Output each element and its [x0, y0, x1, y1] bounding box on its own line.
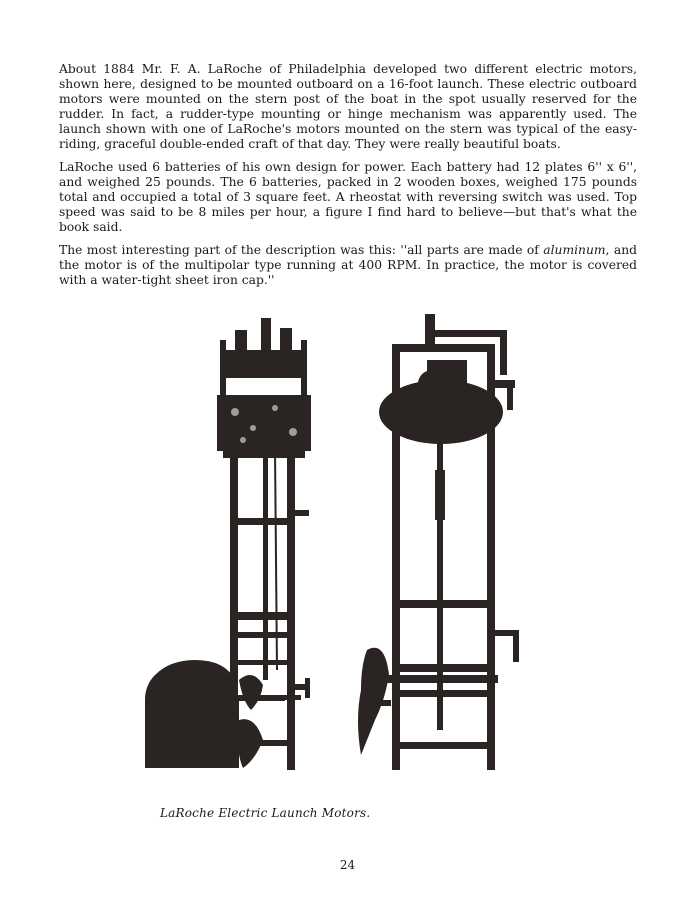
paragraph-3-start: The most interesting part of the description was this: ''all parts are made of: [59, 243, 544, 257]
emphasis-aluminum: aluminum: [543, 243, 606, 257]
body-text: [59, 62, 637, 296]
motor-illustration: [135, 300, 535, 770]
left-motor-drawing: [145, 318, 311, 770]
paragraph-3-end: , and the motor is of the multipolar type running at 400 RPM. In practice, the motor is covered with a water-tight sheet iron cap.'': [59, 243, 637, 287]
page-number: 24: [339, 858, 356, 872]
paragraph-3: [59, 243, 637, 288]
motor-illustration-svg: [135, 300, 535, 770]
paragraph-1: About 1884 Mr. F. A. LaRoche of Philadelphia developed two different electric motors, shown here, designed to be mounted outboard on a 16-foot launch. These electric outboard motors were mounted on the stern post of the boat in the spot usually reserved for the rudder. In fact, a rudder-type mounting or hinge mechanism was apparently used. The launch shown with one of LaRoche's motors mounted on the stern was typical of the easy-riding, graceful double-ended craft of that day. They were really beautiful boats.: [59, 62, 637, 151]
paragraph-2: LaRoche used 6 batteries of his own design for power. Each battery had 12 plates 6'' x 6'', and weighed 25 pounds. The 6 batteries, packed in 2 wooden boxes, weighed 175 pounds total and occupied a total of 3 square feet. A rheostat with reversing switch was used. Top speed was said to be 8 miles per hour, a figure I find hard to believe—but that's what the book said.: [59, 160, 637, 234]
figure-caption: LaRoche Electric Launch Motors.: [160, 806, 371, 820]
right-motor-drawing: [358, 314, 519, 770]
